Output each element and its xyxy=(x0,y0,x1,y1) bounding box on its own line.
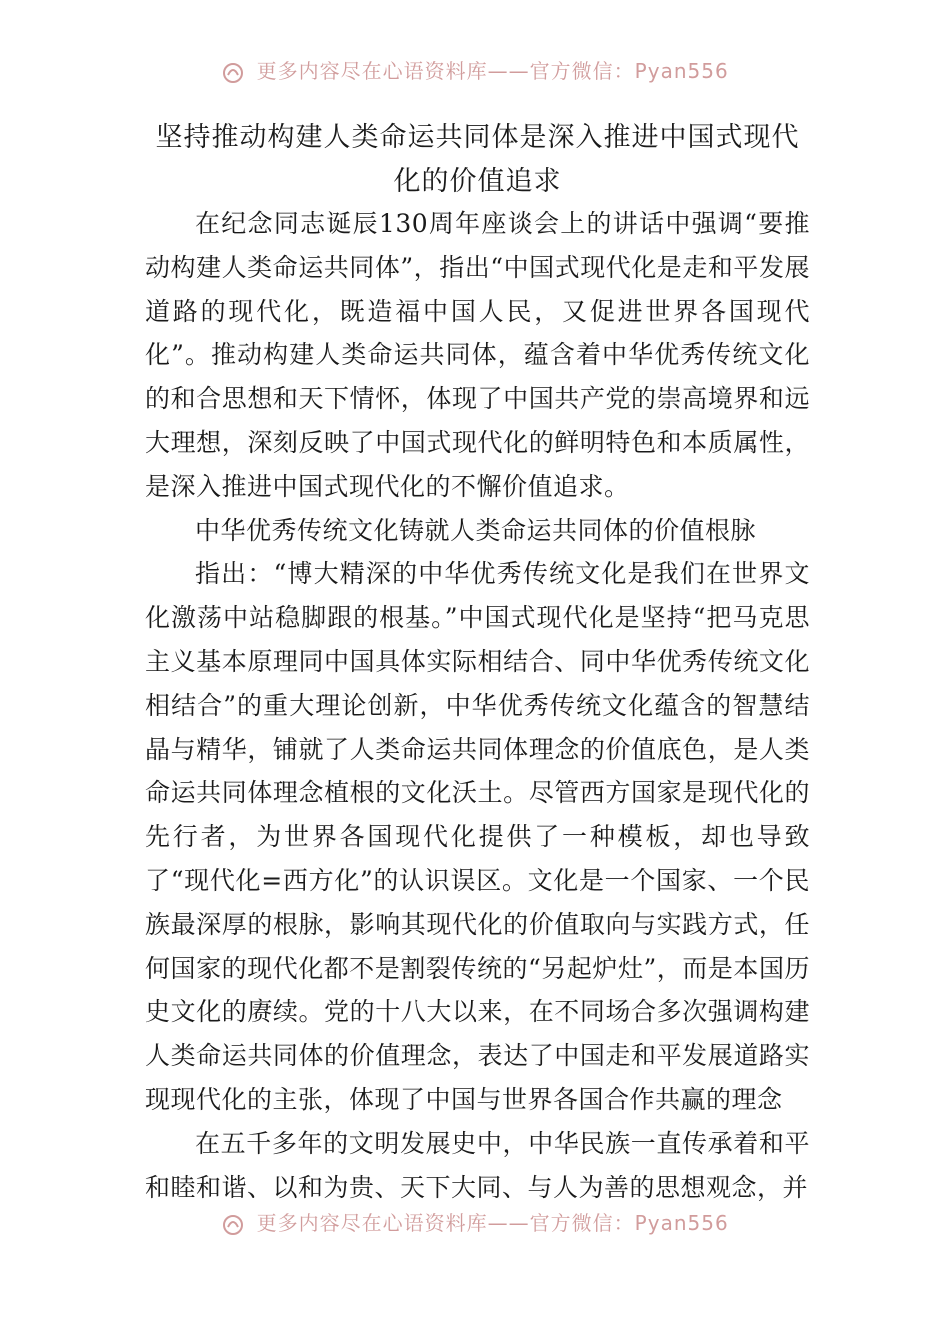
paragraph-culture: 指出：“博大精深的中华优秀传统文化是我们在世界文化激荡中站稳脚跟的根基。”中国式现代化是坚持“把马克思主义基本原理同中国具体实际相结合、同中华优秀传统文化相结合”的重大理论创新，中华优秀传统文化蕴含的智慧结晶与精华，铺就了人类命运共同体理念的价值底色，是人类命运共同体理念植根的文化沃土。尽管西方国家是现代化的先行者，为世界各国现代化提供了一种模板，却也导致了“现代化=西方化”的认识误区。文化是一个国家、一个民族最深厚的根脉，影响其现代化的价值取向与实践方式，任何国家的现代化都不是割裂传统的“另起炉灶”，而是本国历史文化的赓续。党的十八大以来，在不同场合多次强调构建人类命运共同体的价值理念，表达了中国走和平发展道路实现现代化的主张，体现了中国与世界各国合作共赢的理念 xyxy=(145,559,810,1114)
paragraph-history: 在五千多年的文明发展史中，中华民族一直传承着和平和睦和谐、以和为贵、天下大同、与人为善的思想观念，并 xyxy=(145,1128,810,1202)
watermark-logo-icon xyxy=(221,1213,245,1237)
watermark-footer xyxy=(0,1208,950,1238)
watermark-logo-icon xyxy=(221,61,245,85)
watermark-header-text: 更多内容尽在心语资料库——官方微信：Pyan556 xyxy=(256,59,729,83)
page-title: 坚持推动构建人类命运共同体是深入推进中国式现代化的价值追求 xyxy=(155,122,800,197)
watermark-header xyxy=(0,56,950,86)
paragraph-intro: 在纪念同志诞辰130周年座谈会上的讲话中强调“要推动构建人类命运共同体”，指出“中国式现代化是走和平发展道路的现代化，既造福中国人民，又促进世界各国现代化”。推动构建人类命运共同体，蕴含着中华优秀传统文化的和合思想和天下情怀，体现了中国共产党的崇高境界和远大理想，深刻反映了中国式现代化的鲜明特色和本质属性，是深入推进中国式现代化的不懈价值追求。 xyxy=(145,209,810,501)
document-body xyxy=(145,202,810,1209)
section-heading: 中华优秀传统文化铸就人类命运共同体的价值根脉 xyxy=(195,515,757,545)
watermark-footer-text: 更多内容尽在心语资料库——官方微信：Pyan556 xyxy=(256,1211,729,1235)
